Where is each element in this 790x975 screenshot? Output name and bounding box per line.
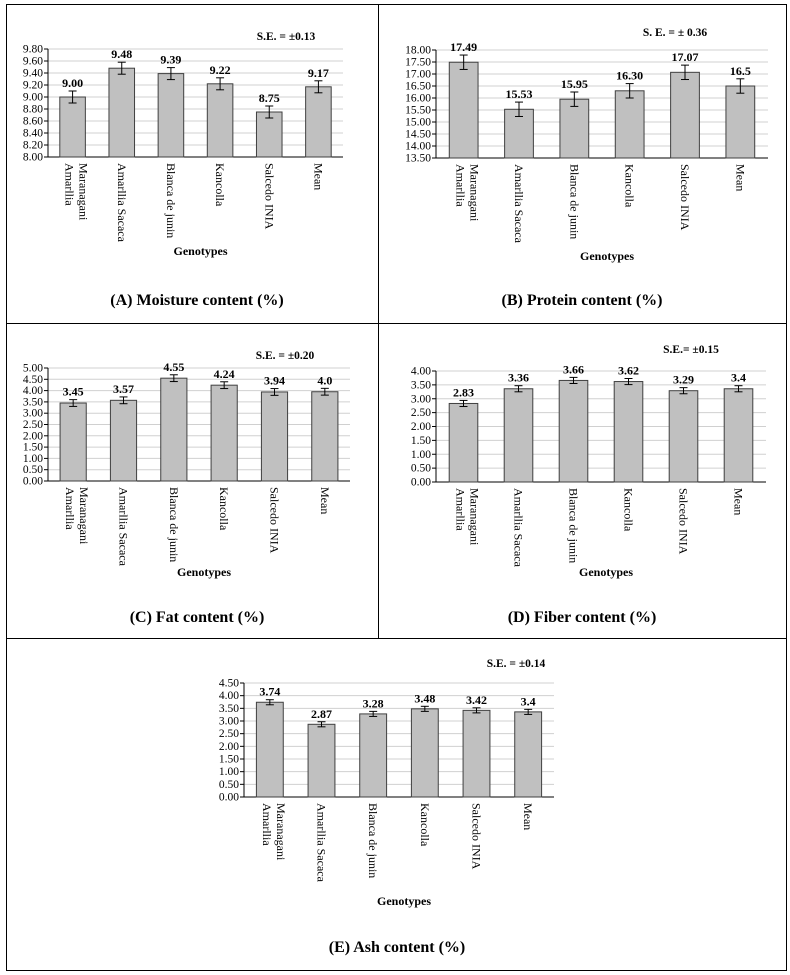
y-tick-label: 5.00 <box>22 362 43 375</box>
y-tick-label: 1.00 <box>22 452 43 465</box>
y-tick-label: 0.00 <box>410 476 431 489</box>
bar <box>449 62 478 158</box>
chart-panel-fat <box>23 350 350 626</box>
x-tick-label: Salcedo INIA <box>678 164 692 231</box>
x-tick-label: Amarllia <box>62 163 77 206</box>
bar <box>207 84 233 157</box>
data-label: 9.39 <box>160 52 182 67</box>
x-tick-label: Maranagani <box>77 487 92 545</box>
data-label: 4.0 <box>317 373 333 388</box>
y-tick-label: 4.50 <box>218 677 239 690</box>
data-label: 16.5 <box>729 63 751 78</box>
x-tick-label: Blanca de junin <box>166 487 181 563</box>
y-tick-label: 2.50 <box>218 728 239 741</box>
x-tick-label: Kancolla <box>621 488 636 532</box>
y-tick-label: 4.50 <box>22 373 43 386</box>
y-tick-label: 8.60 <box>22 115 43 128</box>
x-tick-label: Amarllia Sacaca <box>511 488 526 567</box>
y-tick-label: 1.00 <box>218 766 239 779</box>
bar <box>256 112 282 157</box>
y-tick-label: 4.00 <box>218 690 239 703</box>
y-tick-label: 2.50 <box>22 419 43 431</box>
y-tick-label: 9.80 <box>22 43 43 56</box>
panel-caption: (B) Protein content (%) <box>501 292 663 309</box>
x-tick-label: Amarllia <box>453 164 468 207</box>
y-tick-label: 0.50 <box>410 462 431 475</box>
y-tick-label: 0.50 <box>22 464 43 477</box>
y-tick-label: 9.20 <box>22 79 43 92</box>
bar <box>211 385 237 481</box>
data-label: 3.4 <box>731 370 746 385</box>
data-label: 3.36 <box>508 370 529 385</box>
bar <box>671 72 700 158</box>
panel-caption: (E) Ash content (%) <box>328 939 466 956</box>
x-axis-label: Genotypes <box>580 249 634 263</box>
data-label: 9.17 <box>307 65 329 80</box>
y-tick-label: 3.50 <box>410 379 431 392</box>
bar <box>360 714 387 797</box>
x-tick-label: Blanca de junin <box>366 803 381 879</box>
se-label: S.E. = ±0.20 <box>255 350 315 362</box>
x-axis-label: Genotypes <box>173 244 228 258</box>
x-tick-label: Kancolla <box>417 803 432 847</box>
y-tick-label: 16.50 <box>405 80 431 93</box>
y-tick-label: 15.50 <box>405 104 431 117</box>
se-label: S.E. = ±0.14 <box>486 658 546 670</box>
y-tick-label: 1.50 <box>22 441 43 454</box>
data-label: 9.22 <box>209 62 231 77</box>
data-label: 3.74 <box>259 684 281 699</box>
data-label: 2.87 <box>311 706 332 721</box>
data-label: 3.62 <box>618 363 639 378</box>
data-label: 3.66 <box>563 362 584 377</box>
se-label: S. E. = ± 0.36 <box>642 27 708 39</box>
x-tick-label: Amarllia Sacaca <box>114 163 129 242</box>
bar <box>110 400 136 481</box>
x-tick-label: Kancolla <box>622 164 637 208</box>
bar <box>256 702 283 797</box>
chart-panel-fiber <box>411 344 766 626</box>
se-label: S.E. = ±0.13 <box>256 31 316 43</box>
data-label: 9.48 <box>111 47 133 62</box>
x-tick-label: Salcedo INIA <box>262 163 277 230</box>
x-tick-label: Mean <box>731 488 746 516</box>
x-tick-label: Blanca de junin <box>566 488 581 564</box>
y-tick-label: 2.50 <box>410 407 431 420</box>
data-label: 15.95 <box>560 77 588 91</box>
bar <box>724 389 753 482</box>
x-tick-label: Amarllia <box>63 487 78 530</box>
bar <box>158 74 184 157</box>
x-tick-label: Salcedo INIA <box>469 803 484 870</box>
bar <box>504 389 533 482</box>
data-label: 16.30 <box>616 68 644 83</box>
y-tick-label: 0.00 <box>218 791 239 804</box>
x-tick-label: Amarllia Sacaca <box>116 487 131 566</box>
data-label: 15.53 <box>505 87 533 102</box>
bar <box>463 710 490 797</box>
x-axis-label: Genotypes <box>579 565 633 579</box>
y-tick-label: 14.50 <box>405 128 431 141</box>
y-tick-label: 4.00 <box>410 365 431 378</box>
x-tick-label: Salcedo INIA <box>676 488 691 555</box>
bar <box>669 391 698 482</box>
x-tick-label: Blanca de junin <box>567 164 582 240</box>
bar <box>60 97 86 157</box>
data-label: 2.83 <box>453 385 474 400</box>
y-tick-label: 1.50 <box>218 753 239 766</box>
y-tick-label: 17.00 <box>405 68 431 81</box>
y-tick-label: 3.00 <box>22 407 43 420</box>
y-tick-label: 8.80 <box>22 103 43 116</box>
y-tick-label: 1.50 <box>410 434 431 447</box>
data-label: 3.57 <box>113 381 134 396</box>
y-tick-label: 13.50 <box>405 152 431 165</box>
y-tick-label: 8.40 <box>22 127 43 140</box>
x-tick-label: Amarllia Sacaca <box>314 803 329 882</box>
y-tick-label: 14.00 <box>405 140 431 153</box>
y-tick-label: 0.50 <box>218 778 239 791</box>
chart-panel-protein <box>405 27 768 309</box>
panel-caption: (D) Fiber content (%) <box>507 609 657 626</box>
data-label: 8.75 <box>258 91 280 105</box>
bar <box>559 380 588 482</box>
y-tick-label: 2.00 <box>218 740 239 753</box>
x-tick-label: Salcedo INIA <box>267 487 282 554</box>
x-axis-label: Genotypes <box>177 565 231 579</box>
x-tick-label: Maranagani <box>273 803 288 861</box>
bar <box>60 403 86 481</box>
x-tick-label: Kancolla <box>217 487 232 531</box>
bar <box>726 86 755 158</box>
bar <box>261 392 287 481</box>
x-tick-label: Amarllia <box>453 488 468 531</box>
x-tick-label: Amarllia <box>259 803 274 846</box>
data-label: 3.29 <box>673 372 694 387</box>
y-tick-label: 3.50 <box>218 702 239 715</box>
x-tick-label: Amarllia Sacaca <box>512 164 526 243</box>
data-label: 3.42 <box>466 692 487 707</box>
panel-caption: (C) Fat content (%) <box>129 609 265 626</box>
x-tick-label: Maranagani <box>76 163 91 221</box>
y-tick-label: 16.00 <box>405 92 431 105</box>
data-label: 4.24 <box>213 366 235 381</box>
y-tick-label: 3.00 <box>218 715 239 728</box>
se-label: S.E.= ±0.15 <box>663 344 719 356</box>
bar <box>615 91 644 158</box>
chart-panel-moisture <box>23 31 343 309</box>
bar <box>312 392 338 481</box>
x-tick-label: Mean <box>311 163 326 191</box>
data-label: 3.45 <box>62 384 84 399</box>
chart-panel-ash <box>219 658 554 956</box>
data-label: 3.48 <box>414 691 436 706</box>
x-tick-label: Blanca de junin <box>163 163 178 239</box>
y-tick-label: 9.00 <box>22 91 43 104</box>
data-label: 3.28 <box>362 696 384 711</box>
y-tick-label: 2.00 <box>22 430 43 443</box>
y-tick-label: 17.50 <box>405 56 431 69</box>
data-label: 9.00 <box>62 76 84 90</box>
x-tick-label: Maranagani <box>467 164 482 222</box>
y-tick-label: 3.50 <box>22 396 43 409</box>
bar <box>560 99 589 158</box>
bar <box>411 709 438 797</box>
bar <box>515 712 542 797</box>
x-tick-label: Mean <box>317 487 332 515</box>
data-label: 4.55 <box>163 359 185 374</box>
y-tick-label: 9.60 <box>22 55 43 68</box>
bar <box>306 87 332 157</box>
bar <box>449 403 478 482</box>
y-tick-label: 4.00 <box>22 385 43 398</box>
x-tick-label: Mean <box>521 803 536 831</box>
bar <box>614 382 643 482</box>
data-label: 17.07 <box>671 50 699 65</box>
x-axis-label: Genotypes <box>377 894 431 908</box>
y-tick-label: 1.00 <box>410 448 431 461</box>
data-label: 17.49 <box>450 40 478 55</box>
data-label: 3.4 <box>520 694 536 709</box>
x-tick-label: Mean <box>733 164 748 192</box>
y-tick-label: 0.00 <box>22 475 43 488</box>
panel-caption: (A) Moisture content (%) <box>110 292 284 309</box>
bar <box>109 68 135 157</box>
y-tick-label: 9.40 <box>22 67 43 80</box>
y-tick-label: 8.20 <box>22 139 43 152</box>
x-tick-label: Kancolla <box>213 163 228 207</box>
data-label: 3.94 <box>264 373 285 388</box>
y-tick-label: 2.00 <box>410 421 431 433</box>
y-tick-label: 8.00 <box>22 151 43 164</box>
x-tick-label: Maranagani <box>467 488 482 546</box>
y-tick-label: 18.00 <box>405 44 431 57</box>
y-tick-label: 15.00 <box>405 116 431 129</box>
y-tick-label: 3.00 <box>410 393 431 406</box>
bar <box>308 724 335 797</box>
bar <box>161 378 187 481</box>
